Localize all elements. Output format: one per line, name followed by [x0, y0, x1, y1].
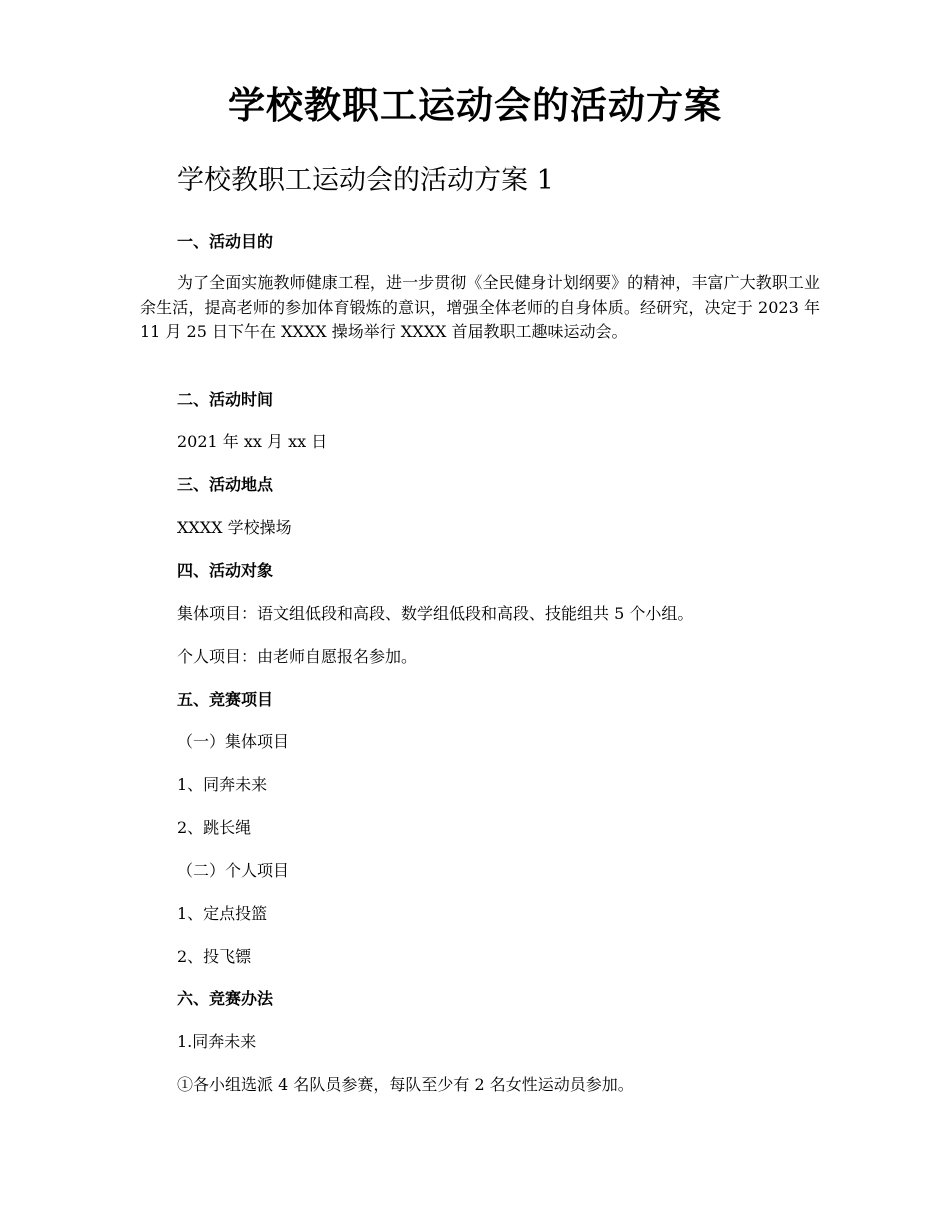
- list-heading-individual: （二）个人项目: [177, 861, 290, 880]
- paragraph-group-events: 集体项目：语文组低段和高段、数学组低段和高段、技能组共 5 个小组。: [177, 604, 694, 623]
- list-item: 1、同奔未来: [177, 775, 268, 794]
- document-subtitle: 学校教职工运动会的活动方案 1: [177, 165, 554, 196]
- list-item: 2、跳长绳: [177, 818, 252, 837]
- paragraph-rules: ①各小组选派 4 名队员参赛，每队至少有 2 名女性运动员参加。: [177, 1075, 634, 1094]
- paragraph-time: 2021 年 xx 月 xx 日: [177, 432, 328, 451]
- section-heading-time: 二、活动时间: [177, 390, 274, 409]
- section-heading-events: 五、竞赛项目: [177, 690, 274, 709]
- section-heading-rules: 六、竞赛办法: [177, 989, 274, 1008]
- section-heading-purpose: 一、活动目的: [177, 232, 274, 251]
- rules-subheading: 1.同奔未来: [177, 1032, 257, 1051]
- section-heading-participants: 四、活动对象: [177, 561, 274, 580]
- paragraph-purpose: 为了全面实施教师健康工程，进一步贯彻《全民健身计划纲要》的精神，丰富广大教职工业余生活，提高老师的参加体育锻炼的意识，增强全体老师的自身体质。经研究，决定于 2023 年 11 月 25 日下午在 XXXX 操场举行 XXXX 首届教职工趣味运动会。: [140, 273, 820, 341]
- document-title: 学校教职工运动会的活动方案: [228, 83, 722, 127]
- list-item: 1、定点投篮: [177, 904, 268, 923]
- list-heading-group: （一）集体项目: [177, 732, 290, 751]
- list-item: 2、投飞镖: [177, 947, 252, 966]
- paragraph-individual-events: 个人项目：由老师自愿报名参加。: [177, 647, 418, 666]
- paragraph-location: XXXX 学校操场: [177, 518, 292, 537]
- section-heading-location: 三、活动地点: [177, 475, 274, 494]
